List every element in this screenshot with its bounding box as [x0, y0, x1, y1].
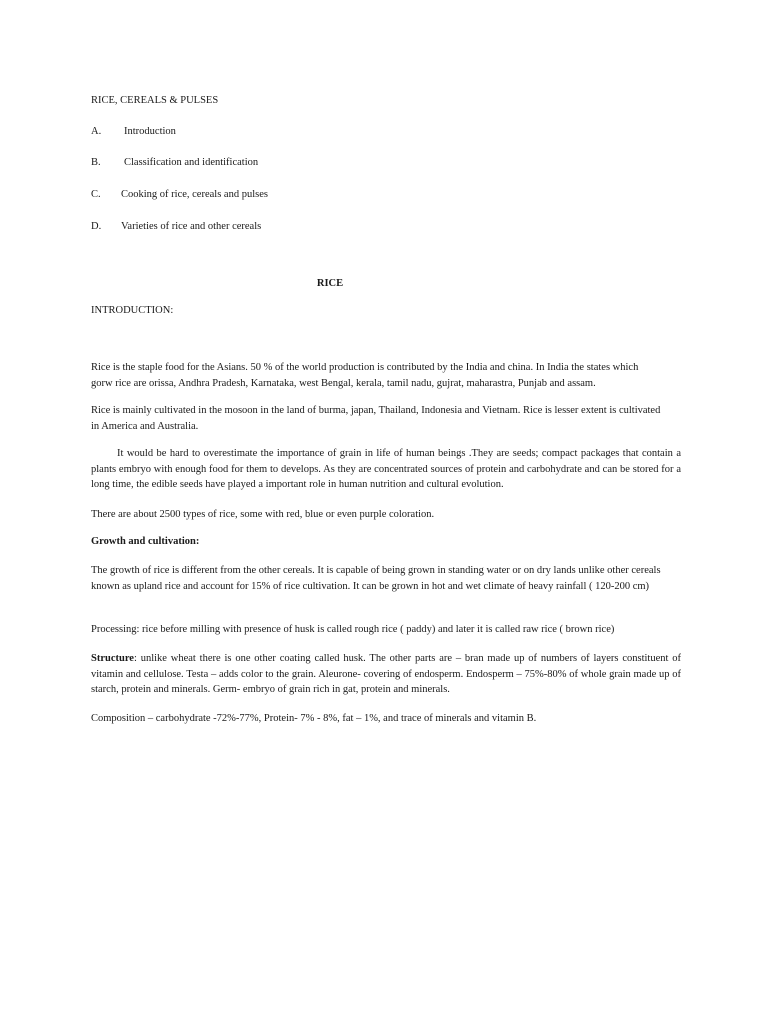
intro-paragraph-3: It would be hard to overestimate the importance of grain in life of human beings .They are seeds; compact packages that contain a plants embryo with enough food for them to develops. As they are concentrated sources of protein and carbohydrate and can be stored for a long time, the edible seeds have played a important role in human nutrition and cultural evolution. — [91, 448, 681, 490]
toc-letter: C. — [91, 189, 101, 200]
toc-text: Introduction — [124, 126, 176, 137]
structure-label: Structure — [91, 653, 134, 664]
structure-text: : unlike wheat there is one other coating called husk. The other parts are – bran made up of numbers of layers constituent of vitamin and cellulose. Testa – adds color to the grain. Aleurone- covering of endosperm. Endosperm – 75%-80% of whole grain made up of starch, protein and minerals. Germ- embryo of grain rich in gat, protein and minerals. — [91, 653, 681, 695]
growth-paragraph: The growth of rice is different from the other cereals. It is capable of being grown in standing water or on dry lands unlike other cereals known as upland rice and account for 15% of rice cultivation. It can be grown in hot and wet climate of heavy rainfall ( 120-200 cm) — [91, 565, 661, 592]
intro-paragraph-1: Rice is the staple food for the Asians. 50 % of the world production is contributed by the India and china. In India the states which gorw rice are orissa, Andhra Pradesh, Karnataka, west Bengal, kerala, tamil nadu, gujrat, maharastra, Punjab and assam. — [91, 362, 639, 389]
toc-letter: A. — [91, 126, 102, 137]
toc-text: Varieties of rice and other cereals — [121, 221, 262, 232]
intro-heading: INTRODUCTION: — [91, 305, 174, 316]
processing-paragraph: Processing: rice before milling with presence of husk is called rough rice ( paddy) and later it is called raw rice ( brown rice) — [91, 624, 615, 635]
toc-letter: D. — [91, 221, 102, 232]
structure-paragraph — [91, 651, 681, 698]
composition-paragraph: Composition – carbohydrate -72%-77%, Protein- 7% - 8%, fat – 1%, and trace of minerals and vitamin B. — [91, 713, 537, 724]
section-title: RICE — [316, 278, 344, 289]
toc-letter: B. — [91, 157, 101, 168]
growth-heading: Growth and cultivation: — [91, 536, 200, 547]
intro-paragraph-2: Rice is mainly cultivated in the mosoon in the land of burma, japan, Thailand, Indonesia and Vietnam. Rice is lesser extent is cultivated in America and Australia. — [91, 405, 661, 432]
toc-text: Classification and identification — [124, 157, 259, 168]
toc-text: Cooking of rice, cereals and pulses — [121, 189, 268, 200]
document-header-title: RICE, CEREALS & PULSES — [91, 95, 219, 106]
intro-paragraph-4: There are about 2500 types of rice, some with red, blue or even purple coloration. — [91, 509, 435, 520]
